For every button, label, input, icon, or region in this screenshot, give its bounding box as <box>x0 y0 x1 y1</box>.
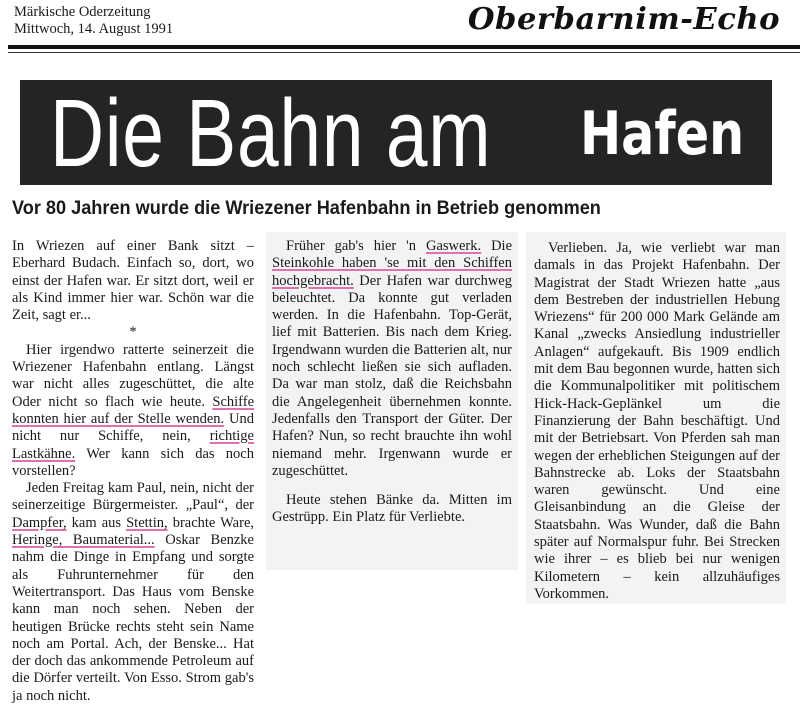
highlighted-text: richtige Lastkähne. <box>12 428 254 462</box>
highlighted-text: Schiffe konnten hier auf der Stelle wenden. <box>12 393 255 427</box>
subheadline: Vor 80 Jahren wurde die Wriezener Hafenbahn in Betrieb genommen <box>12 197 601 219</box>
newspaper-name: Märkische Oderzeitung <box>14 4 151 20</box>
headline-last-word: Hafen <box>580 99 745 169</box>
section-title: Oberbarnim-Echo <box>467 2 780 37</box>
section-separator: * <box>129 324 137 341</box>
paragraph: Jeden Freitag kam Paul, nein, nicht der seinerzeitige Bürgermeister. „Paul“, der Dampfer, kam aus Stettin, brachte Ware, Heringe, Baumaterial... Oskar Benzke nahm die Dinge in Empfang und sorgte als Fuhrunternehmer für den Weitertransport. Das Haus vom Benske kann man noch sehen. Neben der heutigen Brücke rechts steht sein Name noch am Portal. Ach, der Benske... Hat der doch das ankommende Petroleum auf die Dörfer verteilt. Von Esso. Strom gab's ja noch nicht. <box>12 480 255 704</box>
article-column-1 <box>12 238 254 705</box>
highlighted-text: Steinkohle haben 'se mit den Schiffen hochgebracht. <box>272 255 512 289</box>
newspaper-source <box>14 4 173 38</box>
headline-main: Die Bahn am <box>50 80 492 187</box>
highlighted-text: Gaswerk. <box>425 238 482 254</box>
highlighted-text: Stettin, <box>126 514 168 531</box>
highlighted-text: Heringe, Baumaterial... <box>12 532 155 549</box>
header-rule <box>8 45 800 49</box>
paragraph: Früher gab's hier 'n Gaswerk. Die Steinkohle haben 'se mit den Schiffen hochgebracht. Der Hafen war durchweg beleuchtet. Da konnte gut verladen werden. In die Hafenbahn. Top-Gerät, lief mit Batterien. Bis nach dem Krieg. Irgendwann wurden die Batterien alt, nur noch schlecht ließen sie sich aufladen. Da war man stolz, daß die Reichsbahn die Angelegenheit übernehmen konnte. Jedenfalls den Transport der Güter. Der Hafen? Nun, so recht brauchte ihn wohl niemand mehr. Irgenwann wurde er zugeschüttet. <box>272 238 513 479</box>
publication-date: Mittwoch, 14. August 1991 <box>14 21 174 37</box>
paragraph: In Wriezen auf einer Bank sitzt – Eberhard Budach. Einfach so, dort, wo einst der Hafen war. Er sitzt dort, weil er als Kind immer hier war. Schön war die Zeit, sagt er... <box>12 238 254 324</box>
paragraph: Hier irgendwo ratterte seinerzeit die Wriezener Hafenbahn entlang. Längst war nicht alles zugeschüttet, die alte Oder nicht so flach wie heute. Schiffe konnten hier auf der Stelle wenden. Und nicht nur Schiffe, nein, richtige Lastkähne. Wer kann sich das noch vorstellen? <box>12 341 255 479</box>
spacer <box>272 480 512 492</box>
header-rule-thin <box>8 52 800 53</box>
article-column-3 <box>534 240 780 603</box>
paragraph: Verlieben. Ja, wie verliebt war man damals in das Projekt Hafenbahn. Der Magistrat der Stadt Wriezen hatte „aus dem Bestreben der industriellen Hebung Wriezens“ für 200 000 Mark Gelände am Kanal „zwecks Ansiedlung industrieller Anlagen“ aufgekauft. Bis 1909 endlich mit dem Bau begonnen wurde, hatten sich die Kommunalpolitiker mit politischem Hick-Hack-Geplänkel um die Finanzierung der Bahn beschäftigt. Und mit der Betriebsart. Von Pferden sah man wegen der erheblichen Steigungen auf der Bahnstrecke ab. Loks der Staatsbahn waren gewünscht. Und eine Gleisanbindung an die Gleise der Staatsbahn. Was Wunder, daß die Bahn später auf Normalspur fuhr. Bei Strecken wie ihrer – es blieb bei nur wenigen Kilometern – kein allzuhäufiges Vorkommen. <box>534 240 780 602</box>
article-column-2 <box>272 238 512 527</box>
paragraph: Heute stehen Bänke da. Mitten im Gestrüpp. Ein Platz für Verliebte. <box>272 492 512 526</box>
highlighted-text: Dampfer, <box>12 514 67 531</box>
